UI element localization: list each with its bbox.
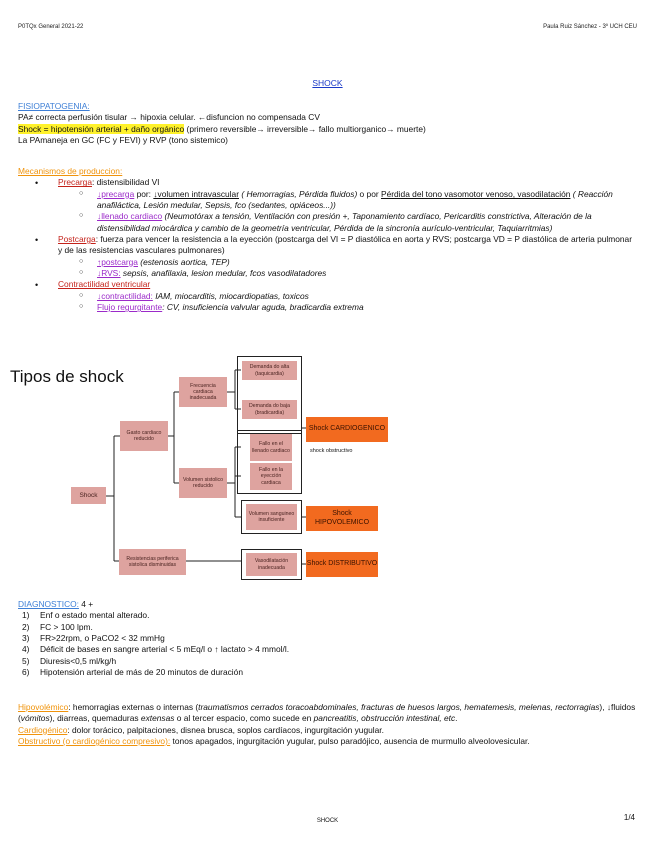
list-item	[18, 622, 638, 633]
list-item-precarga	[18, 177, 638, 234]
hipo-italic-2: vómitos	[20, 713, 50, 724]
hipo-italic-1: traumatismos cerrados toracoabdominales, fracturas de huesos largos, hematemesis, melenas, rectorragias	[198, 702, 600, 712]
postcarga-text: : fuerza para vencer la resistencia a la eyección (postcarga del VI = P diastólica en aorta y RVS; postcarga VD = P diastólica de arteria pulmonar y de las resistencias vasculares pulmonares)	[58, 234, 633, 256]
box-shock: Shock	[71, 487, 106, 504]
box-demanda-baja: Demanda do baja (bradicardia)	[242, 400, 297, 419]
hipo-text-e: .	[455, 713, 458, 724]
list-item-postcarga-sub1	[58, 257, 638, 268]
header-left: P0TQx General 2021-22	[18, 24, 84, 30]
diagnostico-count: 4 +	[78, 599, 94, 609]
hipo-italic-4: pancreatitis, obstrucción intestinal, etc	[313, 713, 456, 724]
box-shock-distributivo: Shock DISTRIBUTIVO	[306, 552, 378, 577]
list-item-contractilidad-sub1	[58, 291, 638, 302]
list-item-postcarga	[18, 234, 638, 279]
fisiopatogenia-line-3: La PAmaneja en GC (FC y FEVI) y RVP (tono sistemico)	[18, 135, 228, 146]
precarga-sub1-mid: o por	[357, 188, 381, 199]
contractilidad-sub2-label: Flujo regurgitante	[97, 302, 163, 313]
mecanismos-heading: Mecanismos de produccion:	[18, 166, 123, 176]
item-number: 1)	[22, 610, 30, 621]
list-item-contractilidad-sub2	[58, 302, 638, 313]
page-number: 1/4	[623, 813, 635, 822]
box-shock-hipovolemico: Shock HIPOVOLEMICO	[306, 506, 378, 531]
box-volumen-sistolico: Volumen sistolico reducido	[179, 468, 227, 498]
item-text: Diuresis<0,5 ml/kg/h	[40, 655, 117, 666]
contractilidad-sub1-label: ↓contractilidad:	[97, 290, 153, 301]
page-title: SHOCK	[312, 78, 343, 88]
precarga-sub1-it2: ( Reacción anafiláctica, Lesión medular, Sepsis, fco (sedantes, opiáceos...))	[97, 188, 613, 211]
hipo-italic-3: extensas	[140, 713, 175, 724]
fisiopatogenia-section	[18, 101, 638, 146]
hipo-text-b: ), ↓fluidos (	[18, 702, 636, 724]
precarga-label: Precarga	[58, 177, 92, 188]
diagnostico-heading: DIAGNOSTICO:	[18, 599, 79, 609]
list-item	[18, 656, 638, 667]
item-text: FR>22rpm, o PaCO2 < 32 mmHg	[40, 633, 165, 644]
precarga-sub1-label: ↓precarga	[97, 188, 135, 199]
footer-title: SHOCK	[316, 818, 339, 824]
item-text: Déficit de bases en sangre arterial < 5 mEq/l o ↑ lactato > 4 mmol/l.	[40, 644, 290, 655]
obstructivo-text: tonos apagados, ingurgitación yugular, pulso paradójico, ausencia de murmullo alveolovesicular.	[170, 736, 530, 747]
obstructivo-label: Obstructivo (o cardiogénico compresivo):	[18, 736, 171, 747]
fisiopatogenia-heading: FISIOPATOGENIA:	[18, 101, 90, 111]
label-shock-obstructivo: shock obstructivo	[310, 448, 353, 454]
hipovolemico-paragraph	[18, 702, 638, 725]
contractilidad-sub2-text: : CV, insuficiencia valvular aguda, bradicardia extrema	[162, 302, 364, 313]
list-item	[18, 633, 638, 644]
diagnostico-section	[18, 599, 638, 678]
item-text: Enf o estado mental alterado.	[40, 610, 150, 621]
item-text: FC > 100 lpm.	[40, 621, 93, 632]
cardiogenico-paragraph	[18, 725, 638, 736]
obstructivo-paragraph	[18, 736, 638, 747]
diagnostico-heading-line	[18, 599, 638, 610]
diagnostico-list	[18, 610, 638, 678]
cardiogenico-text: : dolor torácico, palpitaciones, disnea brusca, soplos cardíacos, ingurgitación yugular.	[67, 724, 384, 735]
list-item-contractilidad	[18, 279, 638, 313]
box-gasto-cardiaco: Gasto cardiaco reducido	[120, 421, 168, 451]
shock-definition: Shock = hipotensión arterial + daño orgánico	[18, 123, 185, 134]
precarga-sub2-text: (Neumotórax a tensión, Ventilación con presión +, Taponamiento cardíaco, Pericarditis constrictiva, Alteración de la distensibilidad miocárdica y cambio de la geometría ventricular, Pérdida de la sincronía aurículo-ventricular, Taquiarritmias)	[97, 211, 592, 233]
box-fallo-llenado: Fallo en el llenado cardiaco	[250, 434, 292, 461]
item-number: 3)	[22, 633, 30, 644]
precarga-sub1-ul2: Pérdida del tono vasomotor venoso, vasodilatación	[380, 188, 571, 199]
shock-progression: (primero reversible→ irreversible→ fallo multiorganico→ muerte)	[184, 123, 426, 134]
hipovolemico-label: Hipovolémico	[18, 702, 69, 712]
list-item	[18, 644, 638, 655]
item-number: 4)	[22, 644, 30, 655]
box-volumen-sanguineo: Volumen sanguineo insuficiente	[246, 504, 297, 530]
item-number: 2)	[22, 621, 30, 632]
postcarga-sub2-text: sepsis, anafilaxia, lesion medular, fcos vasodilatadores	[120, 268, 327, 279]
box-fallo-eyeccion: Fallo en la eyección cardiaca	[250, 463, 292, 490]
item-number: 5)	[22, 655, 30, 666]
fisiopatogenia-line-2	[18, 124, 638, 135]
hipo-text-a: : hemorragias externas o internas (	[68, 702, 199, 712]
tipos-de-shock-diagram	[0, 352, 655, 592]
mecanismos-list	[18, 177, 638, 313]
box-demanda-alta: Demanda do alta (taquicardia)	[242, 361, 297, 380]
postcarga-label: Postcarga	[58, 234, 96, 245]
list-item-precarga-sub1	[58, 189, 638, 212]
list-item	[18, 610, 638, 621]
item-number: 6)	[22, 667, 30, 678]
hipo-text-d: o al tercer espacio, como sucede en	[174, 713, 314, 724]
precarga-sub1-it1: ( Hemorragias, Pérdida fluidos)	[239, 188, 358, 199]
contractilidad-sub1-text: IAM, miocarditis, miocardiopatias, toxicos	[152, 290, 309, 301]
list-item-postcarga-sub2	[58, 268, 638, 279]
list-item-precarga-sub2	[58, 211, 638, 234]
box-resistencias: Resistencias periferica sistolica disminuidas	[119, 549, 186, 575]
precarga-text: : distensibilidad VI	[91, 177, 160, 188]
box-shock-cardiogenico: Shock CARDIOGENICO	[306, 417, 388, 442]
header-right: Paula Ruiz Sánchez - 3º UCH CEU	[543, 24, 637, 30]
tipos-section	[18, 702, 638, 747]
precarga-sub1-ul1: ↓volumen intravascular	[153, 188, 239, 199]
postcarga-sub1-text: (estenosis aortica, TEP)	[137, 256, 230, 267]
precarga-sub1-pre: por:	[134, 188, 154, 199]
box-vasodilatacion: Vasodilatación inadecuada	[246, 553, 297, 576]
postcarga-sub2-label: ↓RVS:	[97, 268, 121, 279]
contractilidad-label: Contractilidad ventricular	[58, 279, 151, 290]
postcarga-sub1-label: ↑postcarga	[97, 256, 138, 267]
diagram-title: Tipos de shock	[10, 367, 124, 386]
item-text: Hipotensión arterial de más de 20 minutos de duración	[40, 667, 243, 678]
fisiopatogenia-line-1: PA≠ correcta perfusión tisular → hipoxia celular. ←disfuncion no compensada CV	[18, 112, 320, 123]
mecanismos-section	[18, 166, 638, 313]
precarga-sub2-label: ↓llenado cardiaco	[97, 211, 163, 222]
cardiogenico-label: Cardiogénico	[18, 724, 68, 735]
hipo-text-c: ), diarreas, quemaduras	[49, 713, 141, 724]
list-item	[18, 667, 638, 678]
box-frecuencia: Frecuencia cardiaca inadecuada	[179, 377, 227, 407]
